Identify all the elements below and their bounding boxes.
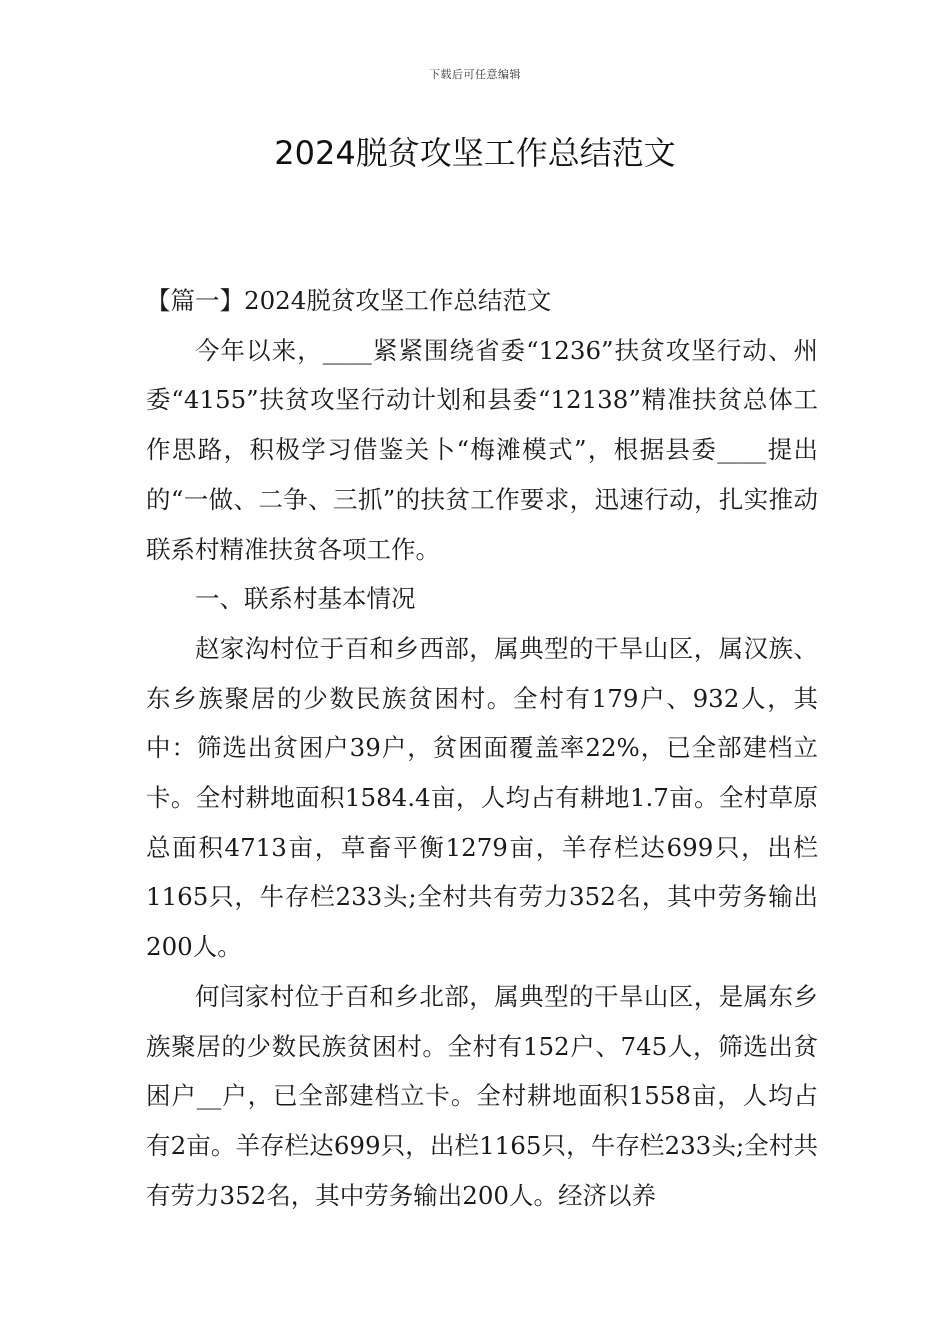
- section-heading: 【篇一】2024脱贫攻坚工作总结范文: [146, 286, 552, 315]
- paragraph-intro: 今年以来，____紧紧围绕省委“1236”扶贫攻坚行动、州委“4155”扶贫攻坚行动计划和县委“12138”精准扶贫总体工作思路，积极学习借鉴关卜“梅滩模式”，根据县委____提出的“一做、二争、三抓”的扶贫工作要求，迅速行动，扎实推动联系村精准扶贫各项工作。: [146, 335, 818, 564]
- header-note: 下载后可任意编辑: [429, 68, 521, 81]
- document-body: [146, 276, 818, 1220]
- subsection-heading: 一、联系村基本情况: [195, 584, 416, 614]
- paragraph-heyanjia: 何闫家村位于百和乡北部，属典型的干旱山区，是属东乡族聚居的少数民族贫困村。全村有152户、745人，筛选出贫困户__户，已全部建档立卡。全村耕地面积1558亩，人均占有2亩。羊存栏达699只，出栏1165只，牛存栏233头;全村共有劳力352名，其中劳务输出200人。经济以养: [146, 981, 818, 1210]
- document-title: 2024脱贫攻坚工作总结范文: [274, 134, 676, 172]
- paragraph-zhaojiagou: 赵家沟村位于百和乡西部，属典型的干旱山区，属汉族、东乡族聚居的少数民族贫困村。全村有179户、932人，其中：筛选出贫困户39户，贫困面覆盖率22%，已全部建档立卡。全村耕地面积1584.4亩，人均占有耕地1.7亩。全村草原总面积4713亩，草畜平衡1279亩，羊存栏达699只，出栏1165只，牛存栏233头;全村共有劳力352名，其中劳务输出200人。: [146, 633, 818, 962]
